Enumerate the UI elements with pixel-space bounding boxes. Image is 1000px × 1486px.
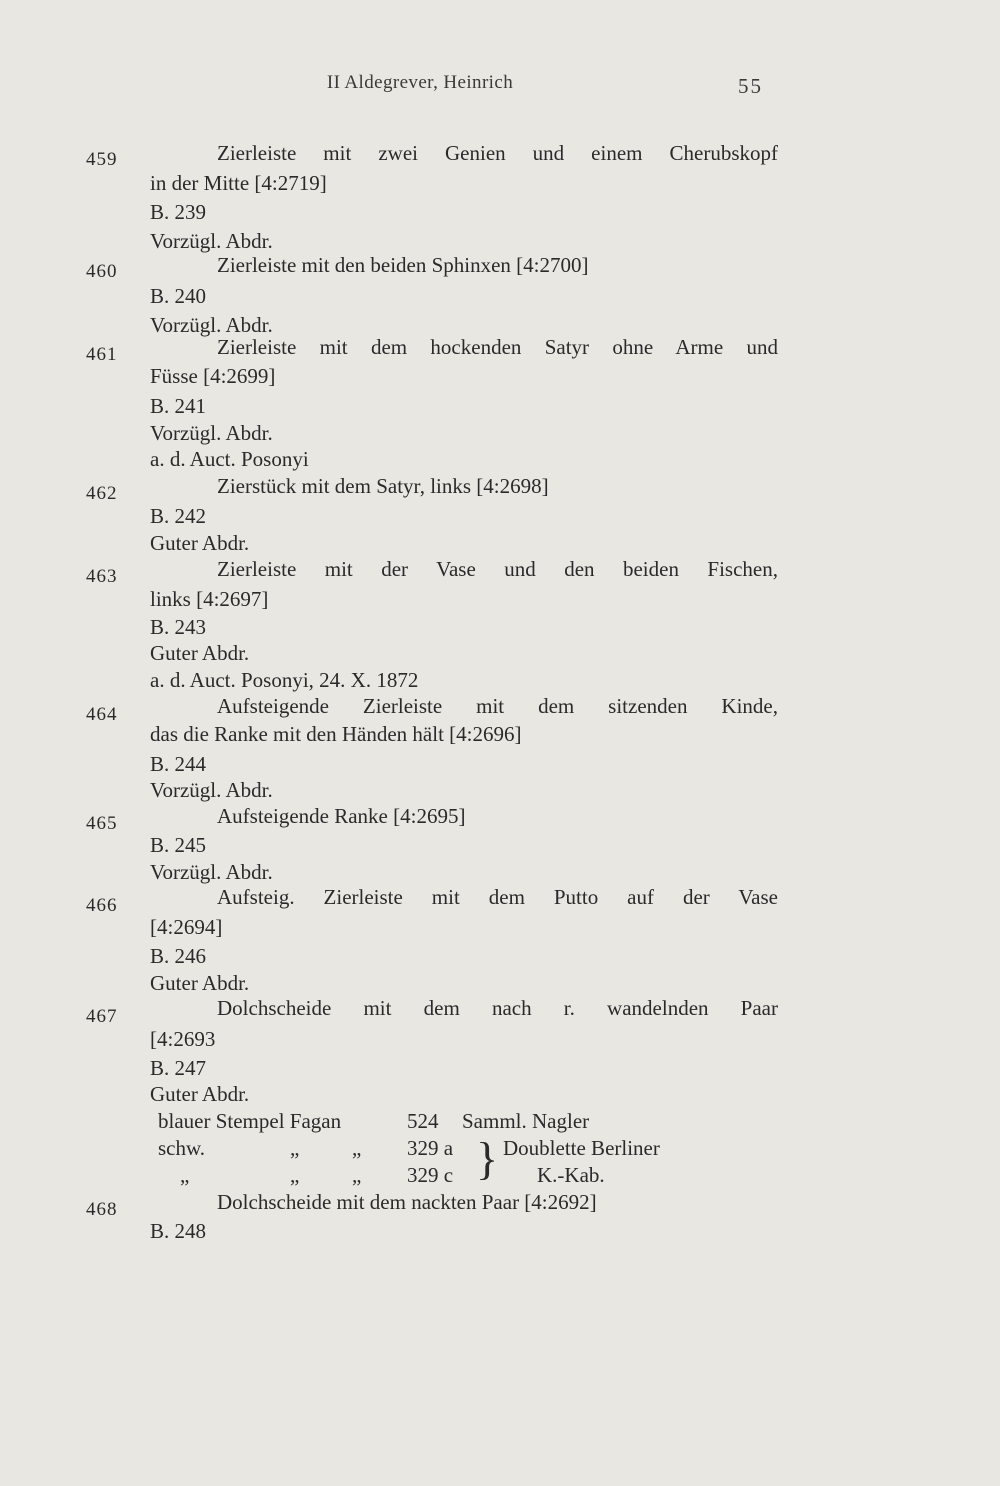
stamp-label: blauer Stempel Fagan [158, 1109, 342, 1133]
entry-quality: Guter Abdr. [150, 1082, 250, 1106]
entry-reference: B. 242 [150, 504, 207, 528]
entry-quality: Guter Abdr. [150, 641, 250, 665]
stamp-collection: Samml. Nagler [462, 1109, 590, 1133]
entry-title: Zierleiste mit der Vase und den beiden Fischen, [217, 557, 778, 581]
curly-brace-icon: } [476, 1133, 499, 1184]
entry-title: Dolchscheide mit dem nackten Paar [4:2692] [217, 1190, 597, 1214]
entry-provenance: a. d. Auct. Posonyi, 24. X. 1872 [150, 668, 419, 692]
stamp-collection: Doublette Berliner [503, 1136, 660, 1160]
entry-title: Zierleiste mit zwei Genien und einem Cherubskopf [217, 141, 778, 165]
entry-title: Aufsteigende Zierleiste mit dem sitzenden Kinde, [217, 694, 778, 718]
entry-number: 466 [86, 895, 118, 916]
entry-number: 468 [86, 1199, 118, 1220]
entry-reference: B. 243 [150, 615, 207, 639]
entry-quality: Vorzügl. Abdr. [150, 860, 273, 884]
entry-number: 459 [86, 149, 118, 170]
entry-number: 461 [86, 344, 118, 365]
entry-reference: B. 247 [150, 1056, 207, 1080]
entry-title-continued: in der Mitte [4:2719] [150, 171, 327, 195]
entry-quality: Vorzügl. Abdr. [150, 313, 273, 337]
stamp-number: 329 a [407, 1136, 454, 1160]
stamp-number: 329 c [407, 1163, 454, 1187]
entry-reference: B. 244 [150, 752, 207, 776]
entry-reference: B. 245 [150, 833, 207, 857]
entry-title-continued: das die Ranke mit den Händen hält [4:2696] [150, 722, 522, 746]
entry-reference: B. 240 [150, 284, 207, 308]
entry-reference: B. 239 [150, 200, 207, 224]
entry-quality: Guter Abdr. [150, 971, 250, 995]
page-number: 55 [738, 74, 763, 98]
entry-title: Dolchscheide mit dem nach r. wandelnden Paar [217, 996, 778, 1020]
entry-quality: Vorzügl. Abdr. [150, 421, 273, 445]
entry-number: 465 [86, 813, 118, 834]
entry-title: Zierleiste mit dem hockenden Satyr ohne Arme und [217, 335, 778, 359]
entry-title-continued: Füsse [4:2699] [150, 364, 276, 388]
entry-number: 467 [86, 1006, 118, 1027]
entry-reference: B. 248 [150, 1219, 207, 1243]
ditto-mark: „ [180, 1163, 190, 1187]
entry-quality: Vorzügl. Abdr. [150, 229, 273, 253]
entry-number: 463 [86, 566, 118, 587]
entry-title: Aufsteig. Zierleiste mit dem Putto auf der Vase [217, 885, 778, 909]
entry-title-continued: [4:2693 [150, 1027, 216, 1051]
entry-reference: B. 246 [150, 944, 207, 968]
ditto-mark: „ [352, 1136, 362, 1160]
ditto-mark: „ [352, 1163, 362, 1187]
entry-number: 462 [86, 483, 118, 504]
entry-title: Zierstück mit dem Satyr, links [4:2698] [217, 474, 549, 498]
entry-title: Zierleiste mit den beiden Sphinxen [4:2700] [217, 253, 589, 277]
ditto-mark: „ [290, 1163, 300, 1187]
entry-title-continued: links [4:2697] [150, 587, 269, 611]
stamp-number: 524 [407, 1109, 439, 1133]
entry-provenance: a. d. Auct. Posonyi [150, 447, 309, 471]
ditto-mark: „ [290, 1136, 300, 1160]
entry-title-continued: [4:2694] [150, 915, 223, 939]
entry-title: Aufsteigende Ranke [4:2695] [217, 804, 466, 828]
entry-number: 460 [86, 261, 118, 282]
stamp-collection: K.-Kab. [537, 1163, 605, 1187]
entry-quality: Guter Abdr. [150, 531, 250, 555]
entry-number: 464 [86, 704, 118, 725]
running-header: II Aldegrever, Heinrich [326, 72, 514, 93]
entry-reference: B. 241 [150, 394, 207, 418]
entry-quality: Vorzügl. Abdr. [150, 778, 273, 802]
stamp-label: schw. [158, 1136, 206, 1160]
